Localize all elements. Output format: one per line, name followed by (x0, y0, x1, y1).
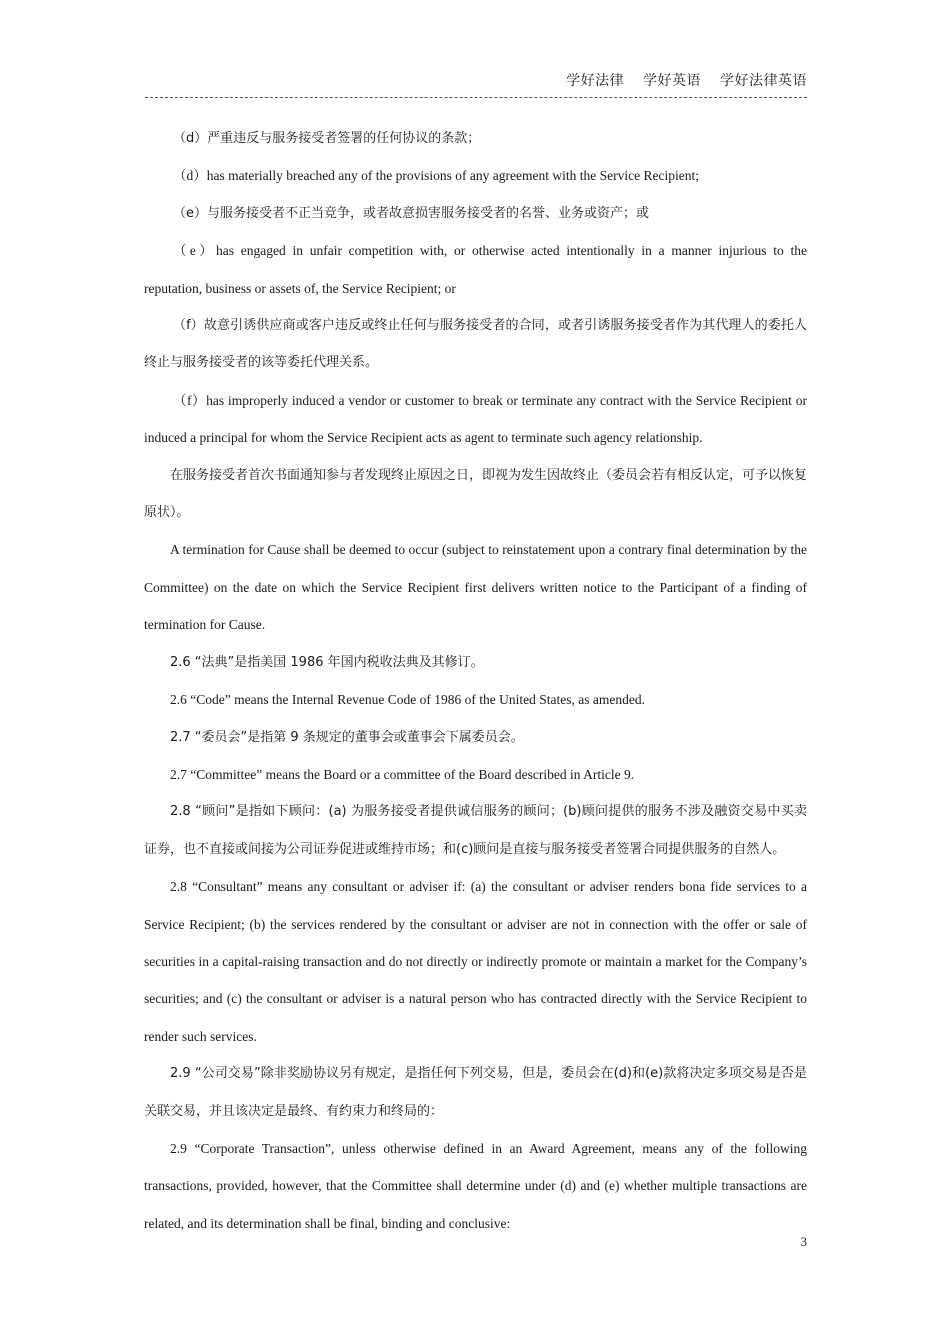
page-number: 3 (800, 1234, 807, 1249)
paragraph-en: 2.9 “Corporate Transaction”, unless otherwise defined in an Award Agreement, means any of the following transactions, provided, however, that the Committee shall determine under (d) and (e) whether multiple transactions are related, and its determination shall be final, binding and conclusive: (144, 1140, 807, 1231)
page-header (552, 70, 807, 90)
header-item: 学好英语 (643, 73, 702, 89)
paragraph-zh: （d）严重违反与服务接受者签署的任何协议的条款； (173, 131, 481, 146)
paragraph-zh: （e）与服务接受者不正当竞争，或者故意损害服务接受者的名誉、业务或资产；或 (173, 205, 649, 221)
paragraph-zh: 2.7 “委员会”是指第 9 条规定的董事会或董事会下属委员会。 (170, 729, 524, 745)
paragraph-zh: 2.8 “顾问”是指如下顾问：(a) 为服务接受者提供诚信服务的顾问；(b)顾问提供的服务不涉及融资交易中买卖证券，也不直接或间接为公司证券促进或维持市场；和(c)顾问是直接与服务接受者签署合同提供服务的自然人。 (144, 804, 807, 857)
paragraph-en: 2.7 “Committee” means the Board or a committee of the Board described in Article 9. (170, 766, 635, 782)
document-body (144, 120, 807, 1242)
paragraph-zh: 2.6 “法典”是指美国 1986 年国内税收法典及其修订。 (170, 654, 484, 670)
paragraph-zh: 2.9 “公司交易”除非奖励协议另有规定，是指任何下列交易，但是，委员会在(d)和(e)款将决定多项交易是否是关联交易，并且该决定是最终、有约束力和终局的： (144, 1066, 807, 1119)
header-item: 学好法律 (566, 73, 625, 89)
paragraph-en: 2.6 “Code” means the Internal Revenue Code of 1986 of the United States, as amended. (170, 692, 645, 708)
paragraph-zh: 在服务接受者首次书面通知参与者发现终止原因之日，即视为发生因故终止（委员会若有相反认定，可予以恢复原状）。 (144, 467, 808, 521)
paragraph-en: A termination for Cause shall be deemed to occur (subject to reinstatement upon a contrary final determination by the Committee) on the date on which the Service Recipient first delivers written notice to the Participant of a finding of termination for Cause. (144, 542, 807, 633)
paragraph-en: （e）has engaged in unfair competition with, or otherwise acted intentionally in a manner injurious to the reputation, business or assets of, the Service Recipient; or (144, 243, 807, 296)
paragraph-en: （f）has improperly induced a vendor or customer to break or terminate any contract with the Service Recipient or induced a principal for whom the Service Recipient acts as agent to terminate such agency relationship. (144, 392, 807, 446)
paragraph-en: 2.8 “Consultant” means any consultant or adviser if: (a) the consultant or adviser renders bona fide services to a Service Recipient; (b) the services rendered by the consultant or adviser are not in connection with the offer or sale of securities in a capital-raising transaction and do not directly or indirectly promote or maintain a market for the Company’s securities; and (c) the consultant or adviser is a natural person who has contracted directly with the Service Recipient to render such services. (144, 879, 807, 1044)
paragraph-zh: （f）故意引诱供应商或客户违反或终止任何与服务接受者的合同，或者引诱服务接受者作为其代理人的委托人终止与服务接受者的该等委托代理关系。 (144, 318, 807, 371)
header-item: 学好法律英语 (720, 73, 807, 89)
header-divider (145, 97, 807, 98)
paragraph-en: （d）has materially breached any of the provisions of any agreement with the Service Recipient; (173, 168, 699, 184)
